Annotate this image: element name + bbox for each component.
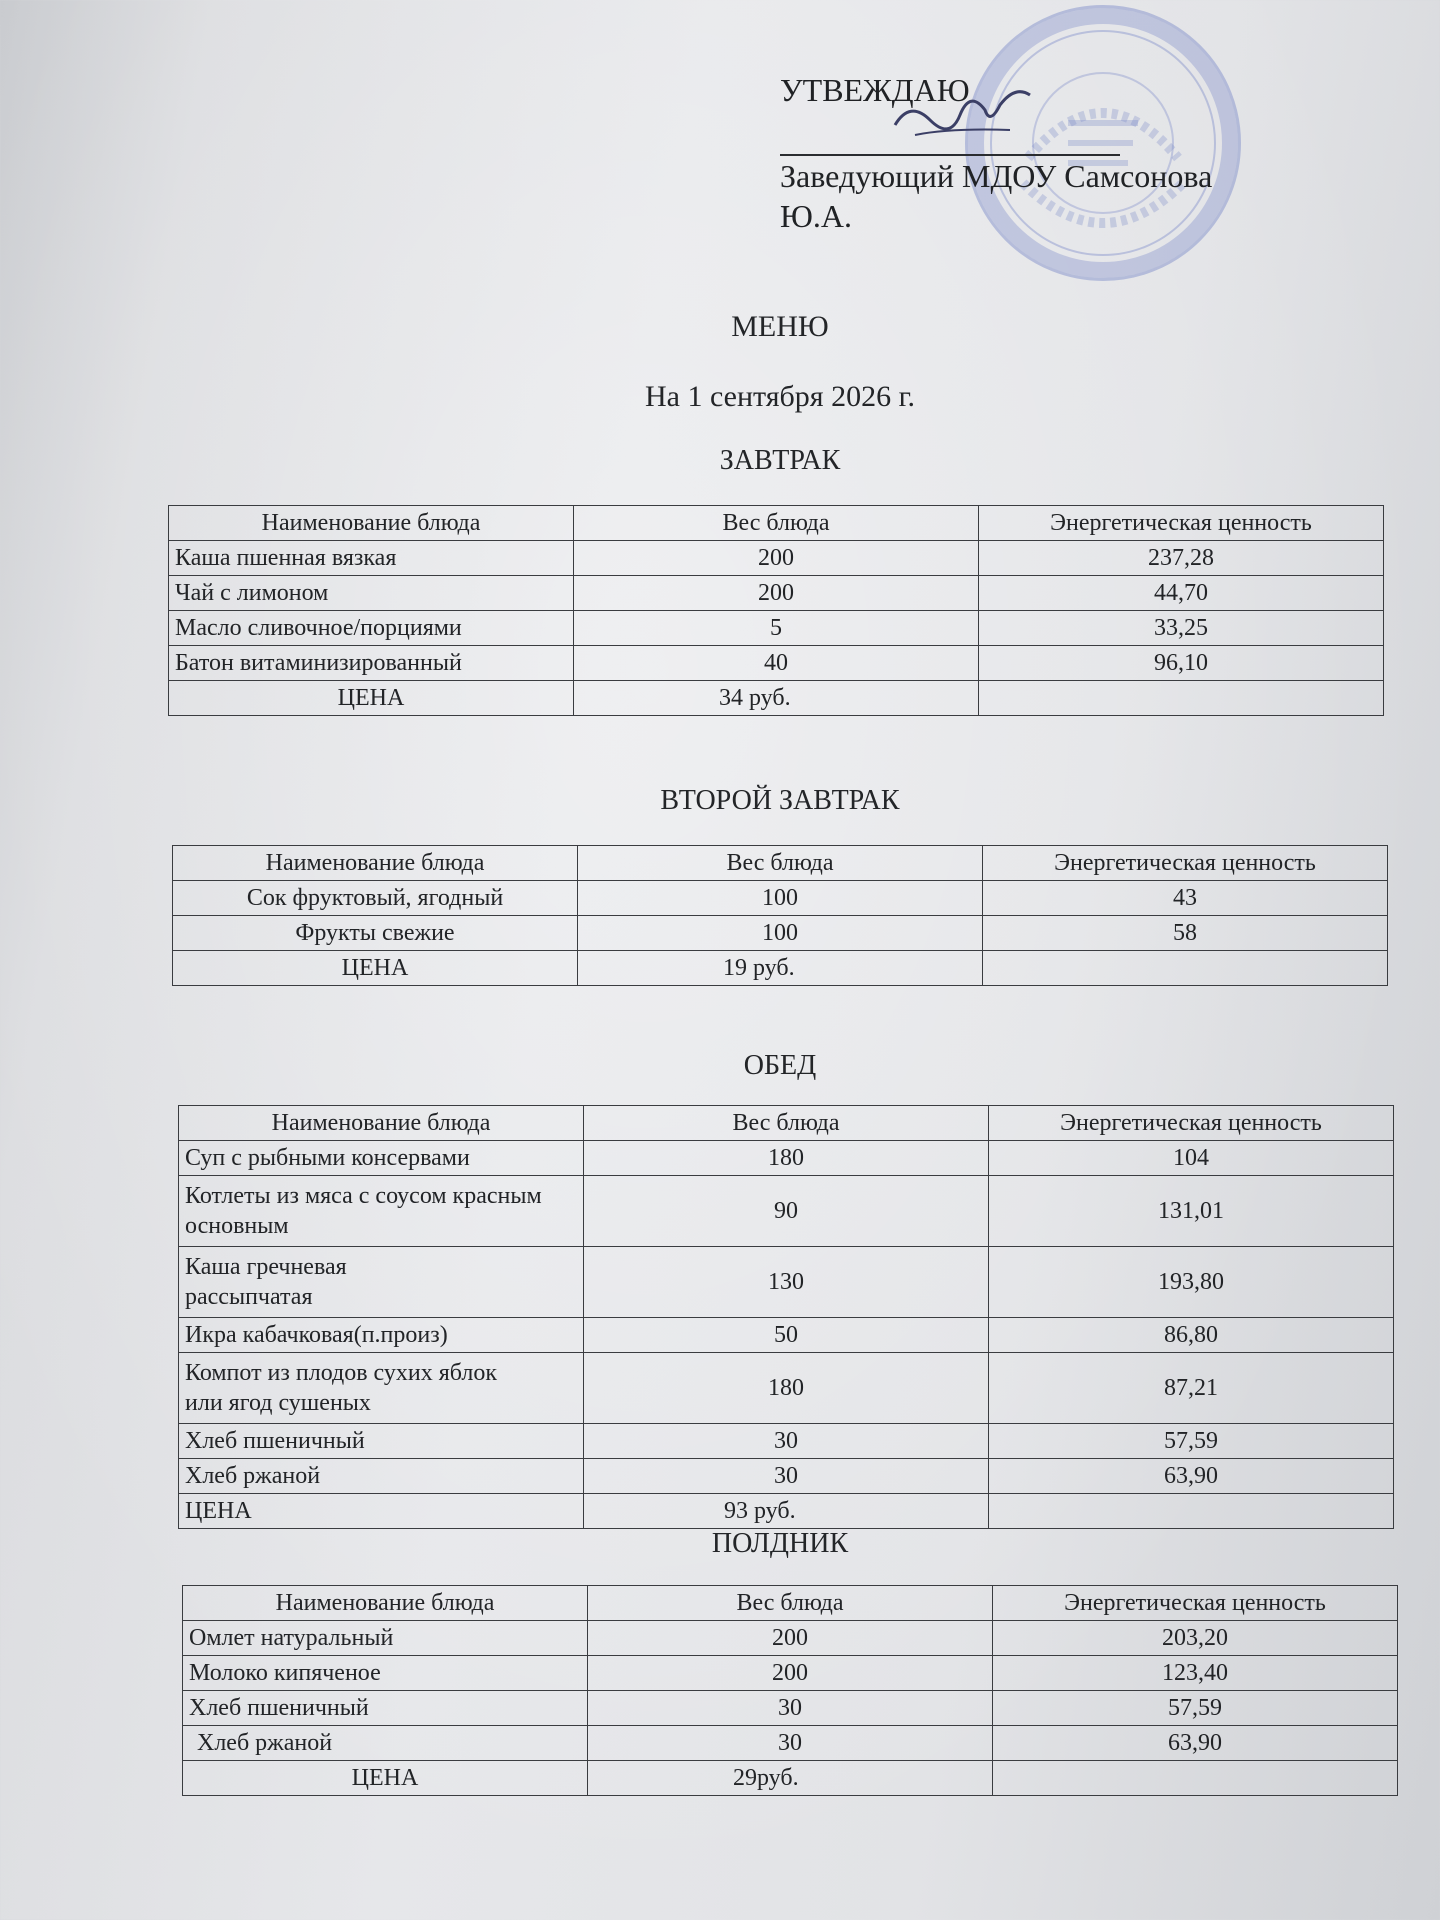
dish-energy: 63,90 (989, 1459, 1394, 1494)
dish-energy: 33,25 (979, 611, 1384, 646)
price-row (183, 1761, 1398, 1796)
dish-energy: 58 (983, 916, 1388, 951)
dish-weight: 50 (584, 1318, 989, 1353)
price-value: 93 руб. (584, 1494, 989, 1529)
price-value: 34 руб. (574, 681, 979, 716)
dish-name: Омлет натуральный (183, 1621, 588, 1656)
table-row (169, 541, 1384, 576)
dish-name: Суп с рыбными консервами (179, 1141, 584, 1176)
approval-signer: Заведующий МДОУ Самсонова (780, 158, 1213, 194)
dish-weight: 40 (574, 646, 979, 681)
dish-weight: 200 (588, 1621, 993, 1656)
price-empty-cell (989, 1494, 1394, 1529)
dish-weight: 30 (584, 1424, 989, 1459)
second-breakfast-table (172, 845, 1388, 986)
dish-energy: 131,01 (989, 1176, 1394, 1247)
table-row (183, 1621, 1398, 1656)
dish-weight: 180 (584, 1141, 989, 1176)
dish-energy: 123,40 (993, 1656, 1398, 1691)
dish-weight: 200 (588, 1656, 993, 1691)
dish-name: Батон витаминизированный (169, 646, 574, 681)
dish-energy: 57,59 (989, 1424, 1394, 1459)
table-row (173, 916, 1388, 951)
dish-name: Хлеб пшеничный (179, 1424, 584, 1459)
approval-heading: УТВЕЖДАЮ (780, 72, 970, 108)
dish-energy: 203,20 (993, 1621, 1398, 1656)
price-empty-cell (979, 681, 1384, 716)
dish-name: Компот из плодов сухих яблок или ягод сушеных (179, 1353, 584, 1424)
approval-block (780, 70, 1300, 236)
section-title-snack: ПОЛДНИК (711, 1528, 849, 1559)
menu-title: МЕНЮ (731, 310, 829, 343)
dish-name: Фрукты свежие (173, 916, 578, 951)
price-label: ЦЕНА (179, 1494, 584, 1529)
price-label: ЦЕНА (183, 1761, 588, 1796)
price-value: 29руб. (588, 1761, 993, 1796)
header-weight: Вес блюда (584, 1106, 989, 1141)
dish-energy: 44,70 (979, 576, 1384, 611)
price-value: 19 руб. (578, 951, 983, 986)
table-header-row (169, 506, 1384, 541)
breakfast-table (168, 505, 1384, 716)
dish-weight: 200 (574, 541, 979, 576)
header-energy: Энергетическая ценность (983, 846, 1388, 881)
dish-weight: 200 (574, 576, 979, 611)
header-name: Наименование блюда (169, 506, 574, 541)
header-weight: Вес блюда (574, 506, 979, 541)
dish-energy: 63,90 (993, 1726, 1398, 1761)
dish-name: Каша пшенная вязкая (169, 541, 574, 576)
section-title-breakfast: ЗАВТРАК (719, 445, 841, 476)
table-header-row (183, 1586, 1398, 1621)
dish-weight: 5 (574, 611, 979, 646)
dish-weight: 30 (588, 1691, 993, 1726)
dish-weight: 100 (578, 916, 983, 951)
header-name: Наименование блюда (173, 846, 578, 881)
dish-name: Молоко кипяченое (183, 1656, 588, 1691)
table-row (179, 1141, 1394, 1176)
table-row (179, 1459, 1394, 1494)
table-header-row (179, 1106, 1394, 1141)
table-row (179, 1424, 1394, 1459)
dish-weight: 100 (578, 881, 983, 916)
section-title-second-breakfast: ВТОРОЙ ЗАВТРАК (660, 785, 900, 816)
dish-energy: 96,10 (979, 646, 1384, 681)
menu-date: На 1 сентября 2026 г. (644, 380, 916, 413)
dish-weight: 30 (588, 1726, 993, 1761)
table-row (173, 881, 1388, 916)
section-title-lunch: ОБЕД (743, 1050, 817, 1081)
price-empty-cell (993, 1761, 1398, 1796)
dish-name: Сок фруктовый, ягодный (173, 881, 578, 916)
table-row (169, 646, 1384, 681)
dish-weight: 180 (584, 1353, 989, 1424)
dish-energy: 43 (983, 881, 1388, 916)
signature-graphic (890, 80, 1040, 150)
table-row (183, 1691, 1398, 1726)
price-empty-cell (983, 951, 1388, 986)
lunch-table (178, 1105, 1394, 1529)
header-energy: Энергетическая ценность (989, 1106, 1394, 1141)
table-row (183, 1726, 1398, 1761)
dish-energy: 193,80 (989, 1247, 1394, 1318)
dish-weight: 90 (584, 1176, 989, 1247)
table-row (179, 1353, 1394, 1424)
header-name: Наименование блюда (183, 1586, 588, 1621)
dish-name: Каша гречневая рассыпчатая (179, 1247, 584, 1318)
price-row (173, 951, 1388, 986)
table-row (169, 611, 1384, 646)
dish-energy: 87,21 (989, 1353, 1394, 1424)
header-name: Наименование блюда (179, 1106, 584, 1141)
dish-name: Чай с лимоном (169, 576, 574, 611)
table-header-row (173, 846, 1388, 881)
dish-weight: 30 (584, 1459, 989, 1494)
dish-name: Котлеты из мяса с соусом красным основным (179, 1176, 584, 1247)
dish-energy: 57,59 (993, 1691, 1398, 1726)
snack-table (182, 1585, 1398, 1796)
table-row (169, 576, 1384, 611)
dish-name: Хлеб пшеничный (183, 1691, 588, 1726)
table-row (179, 1176, 1394, 1247)
dish-name: Икра кабачковая(п.произ) (179, 1318, 584, 1353)
dish-name: Хлеб ржаной (183, 1726, 588, 1761)
dish-energy: 237,28 (979, 541, 1384, 576)
table-row (179, 1247, 1394, 1318)
price-label: ЦЕНА (173, 951, 578, 986)
dish-energy: 104 (989, 1141, 1394, 1176)
header-energy: Энергетическая ценность (979, 506, 1384, 541)
price-label: ЦЕНА (169, 681, 574, 716)
signature-line (780, 110, 1120, 156)
header-energy: Энергетическая ценность (993, 1586, 1398, 1621)
dish-name: Хлеб ржаной (179, 1459, 584, 1494)
approval-signer-initials: Ю.А. (780, 198, 852, 234)
dish-weight: 130 (584, 1247, 989, 1318)
header-weight: Вес блюда (588, 1586, 993, 1621)
price-row (169, 681, 1384, 716)
dish-name: Масло сливочное/порциями (169, 611, 574, 646)
table-row (183, 1656, 1398, 1691)
table-row (179, 1318, 1394, 1353)
dish-energy: 86,80 (989, 1318, 1394, 1353)
header-weight: Вес блюда (578, 846, 983, 881)
price-row (179, 1494, 1394, 1529)
